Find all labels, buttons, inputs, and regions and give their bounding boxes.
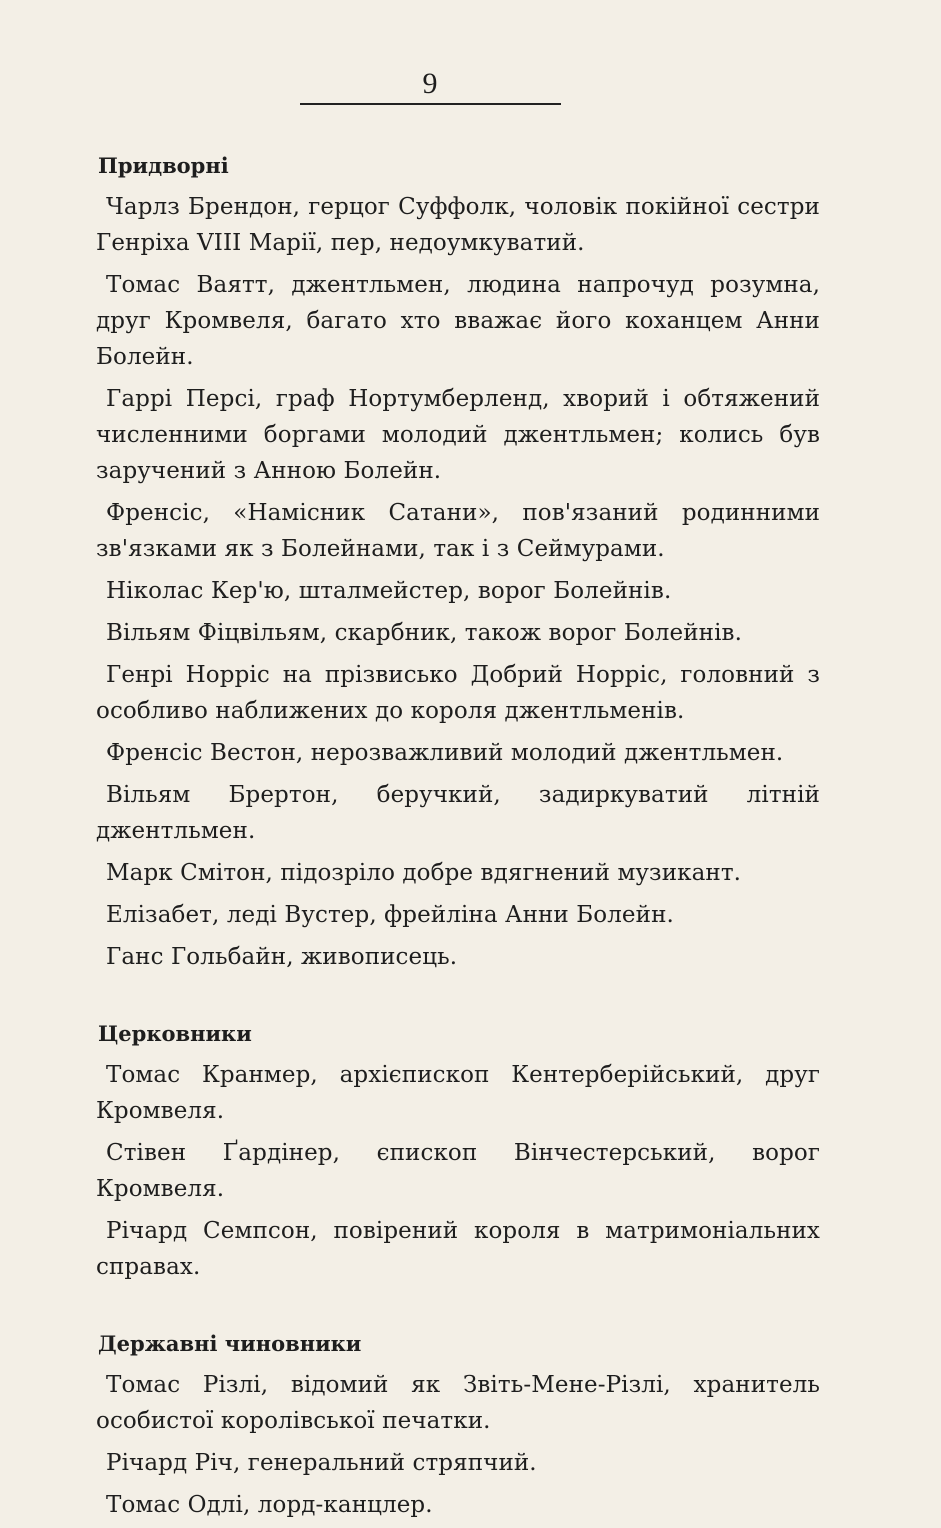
list-item: Ніколас Кер'ю, шталмейстер, ворог Болейнів. — [106, 578, 672, 604]
character-list — [96, 148, 820, 1523]
list-item: Томас Різлі, відомий як Звіть-Мене-Різлі, хранитель особистої королівської печатки. — [96, 1372, 820, 1434]
list-item: Елізабет, леді Вустер, фрейліна Анни Болейн. — [106, 902, 674, 928]
list-item: Томас Кранмер, архієпископ Кентерберійський, друг Кромвеля. — [96, 1062, 820, 1124]
list-item: Томас Одлі, лорд-канцлер. — [106, 1492, 433, 1518]
list-item: Чарлз Брендон, герцог Суффолк, чоловік покійної сестри Генріха VIII Марії, пер, недоумкуватий. — [96, 194, 820, 256]
section-clergy — [96, 1016, 820, 1285]
list-item: Річард Семпсон, повірений короля в матримоніальних справах. — [96, 1218, 820, 1280]
list-item: Вільям Бpертон, беручкий, задиркуватий літній джентльмен. — [96, 782, 820, 844]
list-item: Френсіс Вестон, нерозважливий молодий джентльмен. — [106, 740, 784, 766]
list-item: Томас Ваятт, джентльмен, людина напрочуд розумна, друг Кромвеля, багато хто вважає його коханцем Анни Болейн. — [96, 272, 820, 370]
list-item: Стівен Ґардінер, єпископ Вінчестерський, ворог Кромвеля. — [96, 1140, 820, 1202]
list-item: Марк Смітон, підозріло добре вдягнений музикант. — [106, 860, 742, 886]
list-item: Вільям Фіцвільям, скарбник, також ворог Болейнів. — [106, 620, 742, 646]
list-item: Гаррі Персі, граф Нортумберленд, хворий і обтяжений численними боргами молодий джентльмен; колись був заручений з Анною Болейн. — [96, 386, 820, 484]
section-heading: Державні чиновники — [98, 1331, 362, 1356]
section-courtiers — [96, 148, 820, 975]
list-item: Річард Річ, генеральний стряпчий. — [106, 1450, 537, 1476]
page-number: 9 — [422, 67, 438, 100]
section-heading: Придворні — [98, 153, 229, 178]
header-rule — [300, 103, 561, 105]
list-item: Генрі Норріс на прізвисько Добрий Норріс, головний з особливо наближених до короля джентльменів. — [96, 662, 820, 724]
section-heading: Церковники — [98, 1021, 252, 1046]
section-state-officials — [96, 1326, 820, 1523]
list-item: Ганс Гольбайн, живописець. — [106, 944, 458, 970]
list-item: Френсіс, «Намісник Сатани», пов'язаний родинними зв'язками як з Болейнами, так і з Сеймурами. — [96, 500, 820, 562]
